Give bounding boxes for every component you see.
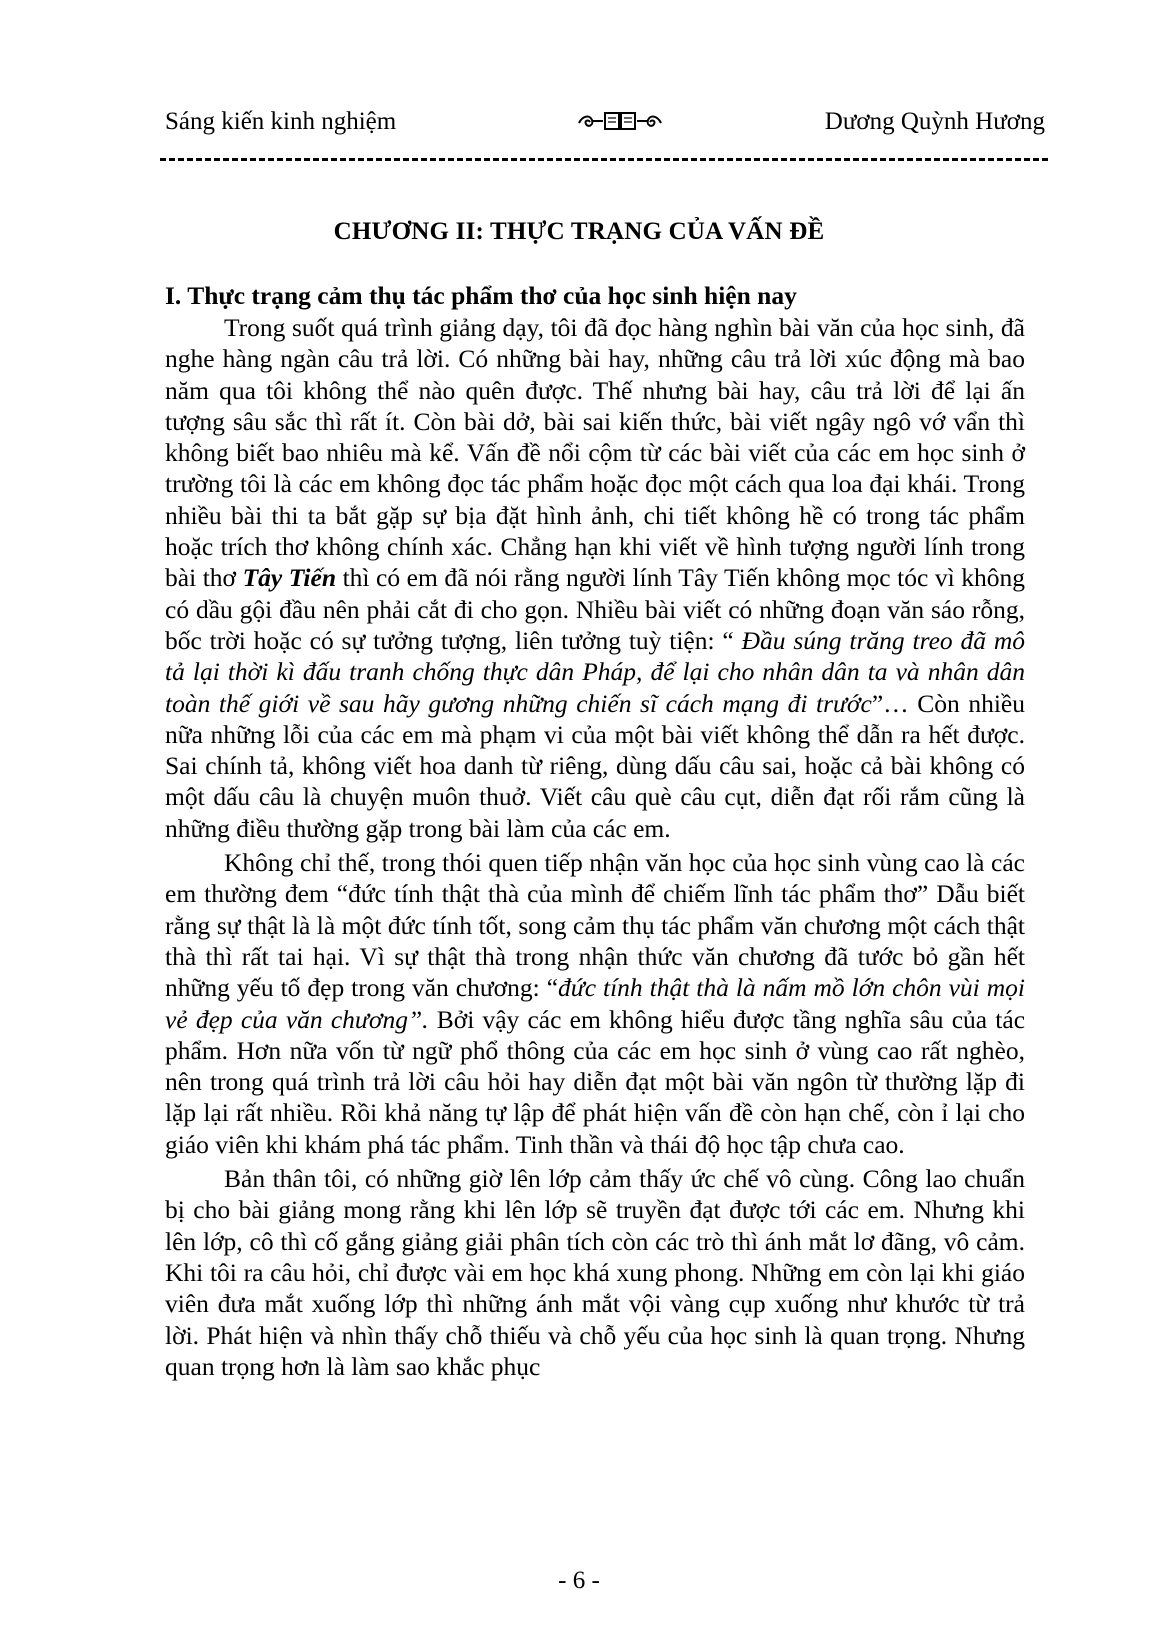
page-number: - 6 - bbox=[558, 1567, 600, 1594]
header-left-text: Sáng kiến kinh nghiệm bbox=[165, 108, 397, 135]
chapter-title: CHƯƠNG II: THỰC TRẠNG CỦA VẤN ĐỀ bbox=[333, 218, 825, 245]
paragraph-2 bbox=[165, 847, 1025, 1160]
p1-quote: Đầu súng trăng treo đã mô tả lại thời kì đấu tranh chống thực dân Pháp, để lại cho nhân dân ta và nhân dân toàn thế giới về sau hãy gương những chiến sĩ cách mạng đi trước bbox=[165, 625, 1025, 718]
p1-text-e: ”… Còn nhiều nữa những lỗi của các em mà phạm vi của một bài viết không thể dẫn ra hết được. Sai chính tả, không viết hoa danh từ riêng, dùng dấu câu sai, hoặc cả bài không có một dấu câu là chuyện muôn thuở. Viết câu què câu cụt, diễn đạt rối rắm cũng là những điều thường gặp trong bài làm của các em. bbox=[165, 688, 1026, 843]
p2-text-c: Bởi vậy các em không hiểu được tầng nghĩa sâu của tác phẩm. Hơn nữa vốn từ ngữ phổ thông của các em học sinh ở vùng cao rất nghèo, nên trong quá trình trả lời câu hỏi hay diễn đạt một bài văn ngôn từ thường lặp đi lặp lại rất nhiều. Rồi khả năng tự lập để phát hiện vấn đề còn hạn chế, còn ỉ lại cho giáo viên khi khám phá tác phẩm. Tinh thần và thái độ học tập chưa cao. bbox=[165, 1004, 1026, 1159]
header-right-text: Dương Quỳnh Hương bbox=[824, 108, 1045, 135]
body-text bbox=[165, 312, 1025, 1382]
paragraph-3: Bản thân tôi, có những giờ lên lớp cảm thấy ức chế vô cùng. Công lao chuẩn bị cho bài giảng mong rằng khi lên lớp sẽ truyền đạt được tới các em. Nhưng khi lên lớp, cô thì cố gắng giảng giải phân tích còn các trò thì ánh mắt lơ đãng, vô cảm. Khi tôi ra câu hỏi, chỉ được vài em học khá xung phong. Những em còn lại khi giáo viên đưa mắt xuống lớp thì những ánh mắt vội vàng cụp xuống như khước từ trả lời. Phát hiện và nhìn thấy chỗ thiếu và chỗ yếu của học sinh là quan trọng. Nhưng quan trọng hơn là làm sao khắc phục bbox=[165, 1164, 1025, 1381]
page-header bbox=[165, 108, 1045, 148]
header-divider bbox=[160, 158, 1048, 161]
p1-text-c: thì có em đã nói rằng người lính Tây Tiến không mọc tóc vì không có dầu gội đầu nên phải cắt đi cho gọn. Nhiều bài viết có những đoạn văn sáo rỗng, bốc trời hoặc có sự tưởng tượng, liên tưởng tuỳ tiện: “ bbox=[165, 563, 1025, 655]
paragraph-1 bbox=[165, 312, 1025, 844]
p1-poem-title: Tây Tiến bbox=[242, 563, 337, 593]
p2-text-a: Không chỉ thế, trong thói quen tiếp nhận văn học của học sinh vùng cao là các em thường đem “đức tính thật thà của mình để chiếm lĩnh tác phẩm thơ” Dẫu biết rằng sự thật là là một đức tính tốt, song cảm thụ tác phẩm văn chương một cách thật thà thì rất tai hại. Vì sự thật thà trong nhận thức văn chương đã tước bỏ gần hết những yếu tố đẹp trong văn chương: “ bbox=[165, 848, 1025, 1003]
section-heading: I. Thực trạng cảm thụ tác phẩm thơ của học sinh hiện nay bbox=[165, 281, 797, 310]
book-ornament-icon bbox=[577, 110, 663, 132]
p1-text-a: Trong suốt quá trình giảng dạy, tôi đã đọc hàng nghìn bài văn của học sinh, đã nghe hàng ngàn câu trả lời. Có những bài hay, những câu trả lời xúc động mà bao năm qua tôi không thể nào quên được. Thế nhưng bài hay, câu trả lời để lại ấn tượng sâu sắc thì rất ít. Còn bài dở, bài sai kiến thức, bài viết ngây ngô vớ vẩn thì không biết bao nhiêu mà kể. Vấn đề nổi cộm từ các bài viết của các em học sinh ở trường tôi là các em không đọc tác phẩm hoặc đọc một cách qua loa đại khái. Trong nhiều bài thi ta bắt gặp sự bịa đặt hình ảnh, chi tiết không hề có trong tác phẩm hoặc trích thơ không chính xác. Chẳng hạn khi viết về hình tượng người lính trong bài thơ bbox=[165, 313, 1025, 593]
p2-quote: đức tính thật thà là nấm mồ lớn chôn vùi mọi vẻ đẹp của văn chương”. bbox=[165, 973, 1025, 1034]
